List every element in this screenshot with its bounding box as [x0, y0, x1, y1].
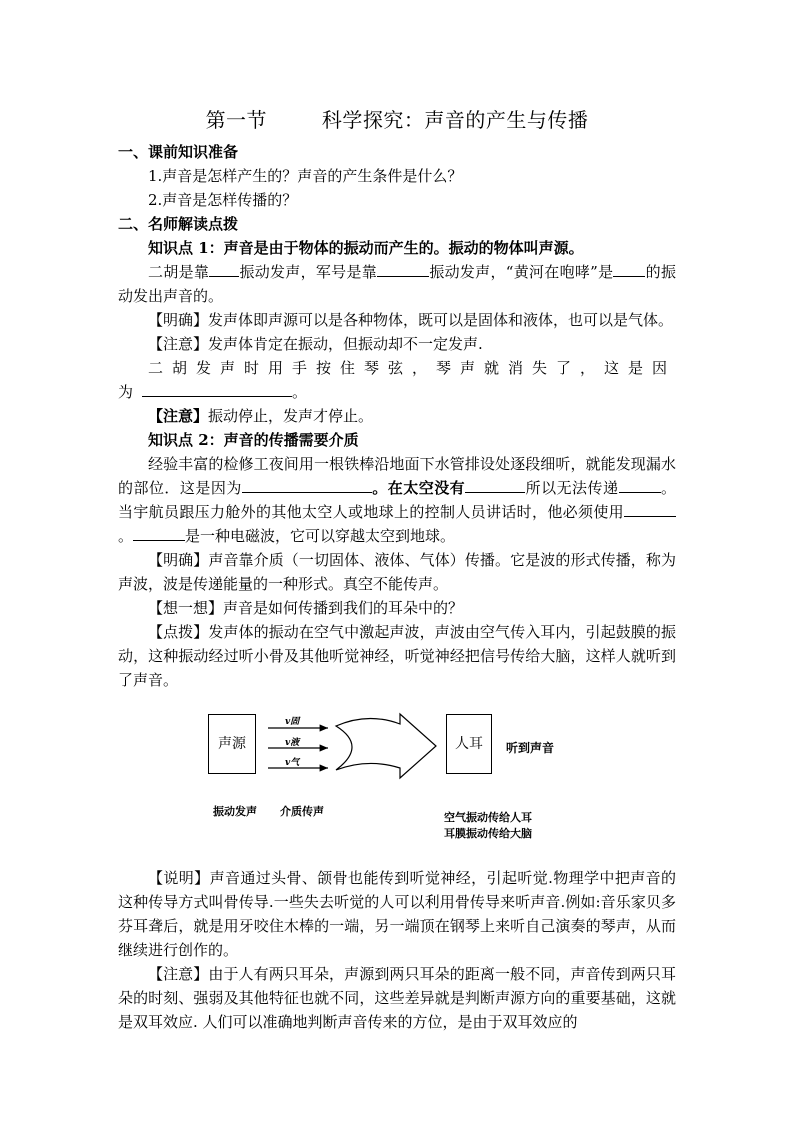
caption-eardrum-to-brain: 耳膜振动传给大脑: [444, 827, 532, 840]
answer-blank[interactable]: [242, 476, 372, 493]
caption-vibration: 振动发声: [213, 805, 257, 818]
answer-blank[interactable]: [613, 260, 645, 277]
dianbo-paragraph: 【点拨】发声体的振动在空气中激起声波，声波由空气传入耳内，引起鼓膜的振动，这种振动经过听小骨及其他听觉神经，听觉神经把信号传给大脑，这样人就听到了声音。: [118, 623, 676, 689]
section1-heading: 一、课前知识准备: [118, 143, 239, 161]
answer-blank[interactable]: [209, 260, 239, 277]
mingque-paragraph-2: 【明确】声音靠介质（一切固体、液体、气体）传播。它是波的形式传播，称为声波，波是传递能量的一种形式。真空不能传声。: [118, 551, 676, 593]
answer-blank[interactable]: [465, 476, 525, 493]
answer-blank[interactable]: [142, 380, 292, 397]
answer-blank[interactable]: [619, 476, 661, 493]
fill-paragraph-1: 二胡是靠 振动发声，军号是靠 振动发声，“黄河在咆哮”是 的振动发出声音的。: [118, 260, 676, 308]
xiangyixiang-paragraph: 【想一想】声音是如何传播到我们的耳朵中的？: [148, 599, 464, 617]
knowledge-point-1: 知识点 1：声音是由于物体的振动而产生的。振动的物体叫声源。: [148, 239, 584, 257]
ear-box: 人耳: [446, 714, 492, 774]
hear-sound-label: 听到声音: [506, 741, 555, 755]
sound-source-box: 声源: [208, 714, 256, 774]
section2-heading: 二、名师解读点拨: [118, 215, 239, 233]
page-title: 第一节 科学探究：声音的产生与传播: [205, 108, 589, 132]
caption-medium: 介质传声: [280, 805, 324, 818]
knowledge-point-2: 知识点 2：声音的传播需要介质: [148, 431, 359, 449]
shuoming-paragraph: 【说明】声音通过头骨、颌骨也能传到听觉神经，引起听觉.物理学中把声音的这种传导方式叫骨传导.一些失去听觉的人可以利用骨传导来听声音.例如:音乐家贝多芬耳聋后，就是用牙咬住木棒的一端，另一端顶在钢琴上来听自己演奏的琴声，从而继续进行创作的。: [118, 869, 676, 959]
velocity-gas-label: v气: [285, 758, 300, 768]
document-body: [118, 140, 676, 1034]
mingque-paragraph-1: 【明确】发声体即声源可以是各种物体，既可以是固体和液体，也可以是气体。: [148, 311, 674, 329]
diagram-arrows: [118, 706, 676, 856]
velocity-solid-label: v固: [285, 717, 300, 727]
big-arrow: [336, 714, 436, 778]
answer-blank[interactable]: [377, 260, 429, 277]
fill-paragraph-2: 二胡发声时用手按住琴弦，琴声就消失了，这是因为 。: [118, 359, 677, 401]
question-2: 2.声音是怎样传播的？: [148, 191, 298, 209]
answer-blank[interactable]: [133, 524, 185, 541]
question-1: 1.声音是怎样产生的？声音的产生条件是什么？: [148, 167, 463, 185]
fill-paragraph-3: 经验丰富的检修工夜间用一根铁棒沿地面下水管排设处逐段细听，就能发现漏水的部位．这是因为 。在太空没有 所以无法传递 。当宇航员跟压力舱外的其他太空人或地球上的控制人员讲话时，他必须使用。 是一种电磁波，它可以穿越太空到地球。: [118, 455, 676, 545]
caption-air-to-ear: 空气振动传给人耳: [444, 811, 532, 824]
answer-blank[interactable]: [624, 500, 676, 517]
sound-propagation-diagram: [118, 706, 676, 856]
zhuyi-paragraph-3: 【注意】由于人有两只耳朵，声源到两只耳朵的距离一般不同，声音传到两只耳朵的时刻、强弱及其他特征也就不同，这些差异就是判断声源方向的重要基础，这就是双耳效应. 人们可以准确地判断声音传来的方位，是由于双耳效应的: [118, 965, 676, 1031]
zhuyi-paragraph-1: 【注意】发声体肯定在振动，但振动却不一定发声.: [148, 335, 483, 353]
zhuyi-paragraph-2: 【注意】振动停止，发声才停止。: [148, 407, 374, 425]
velocity-liquid-label: v液: [285, 738, 300, 748]
